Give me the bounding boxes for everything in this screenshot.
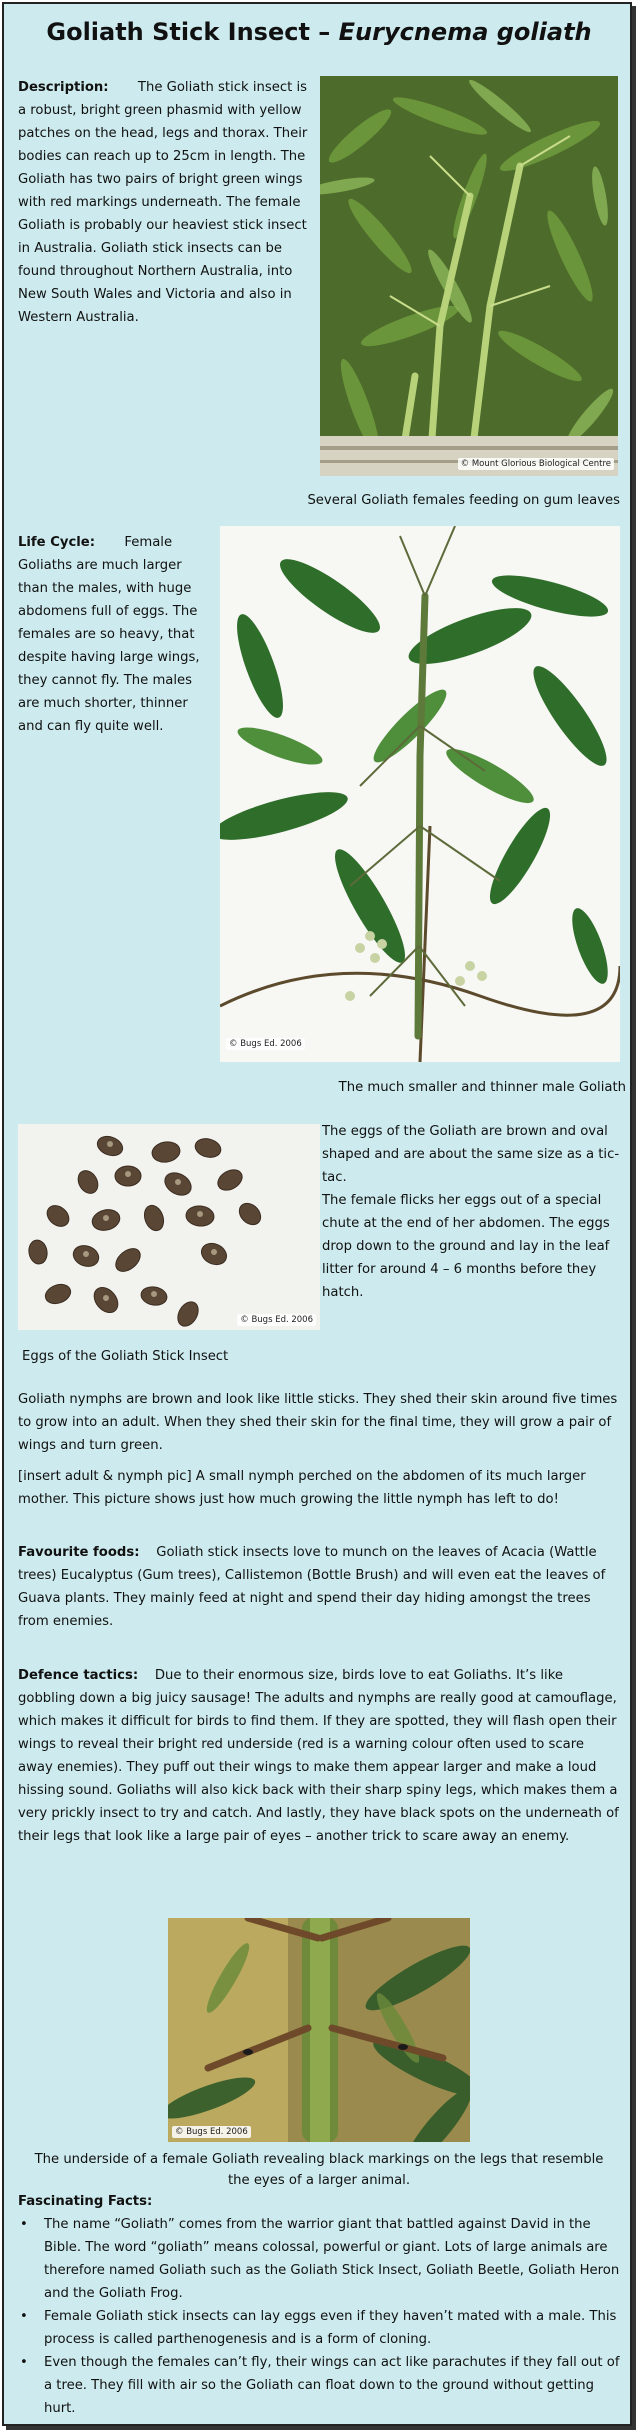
photo3-caption: The underside of a female Goliath revealing black markings on the legs that resemble the eyes of a larger animal. bbox=[34, 2152, 604, 2188]
eggs-photo bbox=[18, 1124, 320, 1330]
nymphs-paragraph: Goliath nymphs are brown and look like little sticks. They shed their skin around five times to grow into an adult. When they shed their skin for the final time, they will grow a pair of wings and turn green. bbox=[18, 1392, 618, 1453]
photo1-caption: Several Goliath females feeding on gum leaves bbox=[307, 493, 620, 508]
eggs-text-1: The eggs of the Goliath are brown and oval shaped and are about the same size as a tic-tac. bbox=[322, 1124, 620, 1185]
eggs-credit: © Bugs Ed. 2006 bbox=[237, 1314, 316, 1326]
fact-item: • The name “Goliath” comes from the warrior giant that battled against David in the Bible. The word “goliath” means colossal, powerful or giant. Lots of large animals are therefore named Goliath such as the Goliath Stick Insect, Goliath Beetle, Goliath Heron and the Goliath Frog. bbox=[18, 2213, 622, 2305]
lifecycle-text: Female Goliaths are much larger than the males, with huge abdomens full of eggs. The females are so heavy, that despite having large wings, they cannot fly. The males are much shorter, thinner and can fly quite well. bbox=[18, 535, 200, 734]
foods-text: Goliath stick insects love to munch on the leaves of Acacia (Wattle trees) Eucalyptus (Gum trees), Callistemon (Bottle Brush) and will even eat the leaves of Guava plants. They mainly feed at night and spend their day hiding amongst the trees from enemies. bbox=[18, 1545, 606, 1629]
description-text: The Goliath stick insect is a robust, bright green phasmid with yellow patches on the head, legs and thorax. Their bodies can reach up to 25cm in length. The Goliath has two pairs of bright green wings with red markings underneath. The female Goliath is probably our heaviest stick insect in Australia. Goliath stick insects can be found throughout Northern Australia, into New South Wales and Victoria and also in Western Australia. bbox=[18, 80, 308, 325]
description-label: Description: bbox=[18, 80, 109, 95]
facts-section bbox=[18, 2190, 622, 2420]
eggs-caption: Eggs of the Goliath Stick Insect bbox=[22, 1349, 229, 1364]
eggs-photo-image bbox=[18, 1124, 320, 1330]
females-feeding-photo bbox=[320, 76, 618, 476]
underside-photo bbox=[168, 1918, 470, 2142]
fact-item: • Even though the females can’t fly, their wings can act like parachutes if they fall out of a tree. They fill with air so the Goliath can float down to the ground without getting hurt. bbox=[18, 2351, 622, 2420]
photo2-credit: © Bugs Ed. 2006 bbox=[226, 1038, 305, 1050]
male-goliath-photo-image bbox=[220, 526, 620, 1062]
defence-paragraph bbox=[18, 1664, 622, 1848]
fact-item: • Female Goliath stick insects can lay eggs even if they haven’t mated with a male. This process is called parthenogenesis and is a form of cloning. bbox=[18, 2305, 622, 2351]
insert-note-paragraph: [insert adult & nymph pic] A small nymph perched on the abdomen of its much larger mother. This picture shows just how much growing the little nymph has left to do! bbox=[18, 1469, 586, 1507]
species-name: Eurycnema goliath bbox=[338, 18, 592, 46]
defence-label: Defence tactics: bbox=[18, 1668, 139, 1683]
foods-label: Favourite foods: bbox=[18, 1545, 140, 1560]
defence-text: Due to their enormous size, birds love to eat Goliaths. It’s like gobbling down a big juicy sausage! The adults and nymphs are really good at camouflage, which makes it difficult for birds to find them. If they are spotted, they will flash open their wings to reveal their bright red underside (red is a warning colour often used to scare away enemies). They puff out their wings to make them appear larger and make a loud hissing sound. Goliaths will also kick back with their sharp spiny legs, which makes them a very prickly insect to try and catch. And lastly, they have black spots on the underneath of their legs that look like a large pair of eyes – another trick to scare away an enemy. bbox=[18, 1668, 619, 1844]
facts-label: Fascinating Facts: bbox=[18, 2194, 153, 2209]
page-title bbox=[4, 18, 634, 46]
title-text: Goliath Stick Insect – bbox=[46, 18, 339, 46]
foods-paragraph bbox=[18, 1541, 622, 1633]
description-paragraph bbox=[18, 76, 314, 329]
photo1-credit: © Mount Glorious Biological Centre bbox=[458, 458, 614, 470]
photo2-caption: The much smaller and thinner male Goliath bbox=[338, 1080, 626, 1095]
eggs-paragraph bbox=[322, 1120, 620, 1304]
gum-leaves-photo-image bbox=[320, 76, 618, 476]
male-goliath-photo bbox=[220, 526, 620, 1062]
fact-sheet bbox=[2, 2, 632, 2426]
lifecycle-paragraph bbox=[18, 531, 214, 738]
eggs-text-2: The female flicks her eggs out of a special chute at the end of her abdomen. The eggs drop down to the ground and lay in the leaf litter for around 4 – 6 months before they hatch. bbox=[322, 1193, 610, 1300]
photo3-credit: © Bugs Ed. 2006 bbox=[172, 2126, 251, 2138]
facts-list bbox=[18, 2213, 622, 2420]
lifecycle-label: Life Cycle: bbox=[18, 535, 96, 550]
underside-photo-image bbox=[168, 1918, 470, 2142]
